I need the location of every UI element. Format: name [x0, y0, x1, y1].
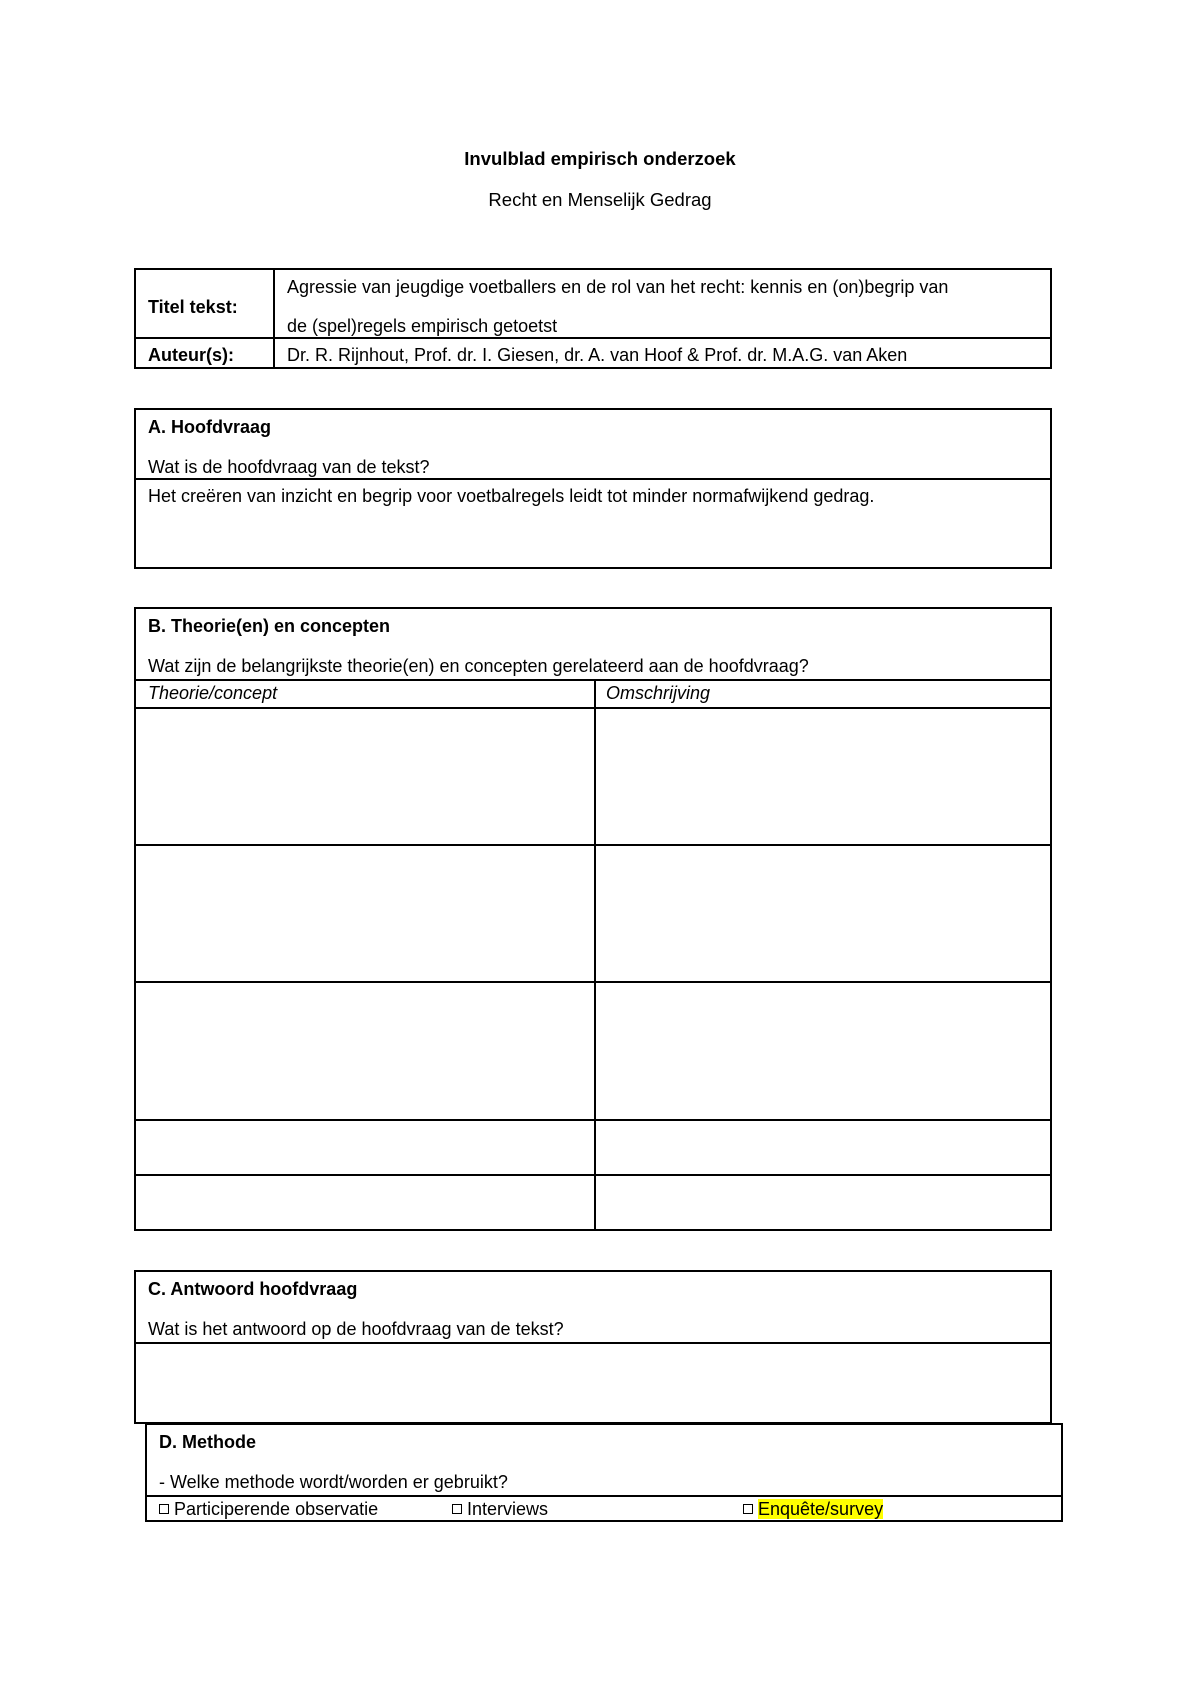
section-c-divider	[136, 1342, 1050, 1344]
section-b-box	[134, 607, 1052, 1231]
section-a-answer[interactable]: Het creëren van inzicht en begrip voor voetbalregels leidt tot minder normafwijkend gedrag.	[148, 486, 875, 506]
page-title: Invulblad empirisch onderzoek	[464, 148, 736, 169]
section-a-heading: A. Hoofdvraag	[148, 417, 272, 437]
row-divider-2	[136, 981, 1050, 983]
row-divider-1	[136, 844, 1050, 846]
column-header-description: Omschrijving	[606, 683, 711, 703]
section-a-question: Wat is de hoofdvraag van de tekst?	[148, 457, 430, 477]
checkbox-icon[interactable]	[159, 1504, 169, 1514]
row-divider-4	[136, 1174, 1050, 1176]
section-d-box	[145, 1423, 1063, 1522]
checkbox-icon[interactable]	[743, 1504, 753, 1514]
option-label: Interviews	[467, 1499, 549, 1519]
option-interviews[interactable]	[452, 1498, 548, 1520]
section-d-question: - Welke methode wordt/worden er gebruikt?	[159, 1472, 508, 1492]
option-label: Participerende observatie	[174, 1499, 379, 1519]
title-value-line1: Agressie van jeugdige voetballers en de rol van het recht: kennis en (on)begrip van	[287, 277, 949, 297]
checkbox-icon[interactable]	[452, 1504, 462, 1514]
section-b-column-divider	[594, 679, 596, 1229]
section-b-heading: B. Theorie(en) en concepten	[148, 616, 391, 636]
column-header-theory: Theorie/concept	[148, 683, 278, 703]
info-table	[134, 268, 1052, 369]
section-b-divider	[136, 679, 1050, 681]
option-label-highlighted: Enquête/survey	[758, 1499, 884, 1519]
title-label: Titel tekst:	[148, 297, 238, 317]
section-c-question: Wat is het antwoord op de hoofdvraag van de tekst?	[148, 1319, 564, 1339]
section-d-heading: D. Methode	[159, 1432, 256, 1452]
page-subtitle: Recht en Menselijk Gedrag	[488, 189, 712, 210]
section-c-box	[134, 1270, 1052, 1424]
option-participant-observation[interactable]	[159, 1498, 378, 1520]
author-value: Dr. R. Rijnhout, Prof. dr. I. Giesen, dr. A. van Hoof & Prof. dr. M.A.G. van Aken	[287, 345, 908, 365]
option-survey[interactable]	[743, 1498, 883, 1520]
section-b-question: Wat zijn de belangrijkste theorie(en) en concepten gerelateerd aan de hoofdvraag?	[148, 656, 809, 676]
section-a-box	[134, 408, 1052, 569]
row-divider-3	[136, 1119, 1050, 1121]
title-value-line2: de (spel)regels empirisch getoetst	[287, 316, 558, 336]
section-a-divider	[136, 478, 1050, 480]
section-c-heading: C. Antwoord hoofdvraag	[148, 1279, 358, 1299]
author-label: Auteur(s):	[148, 345, 234, 365]
section-d-divider	[147, 1495, 1061, 1497]
info-table-column-divider	[273, 270, 275, 367]
header-row-divider	[136, 707, 1050, 709]
